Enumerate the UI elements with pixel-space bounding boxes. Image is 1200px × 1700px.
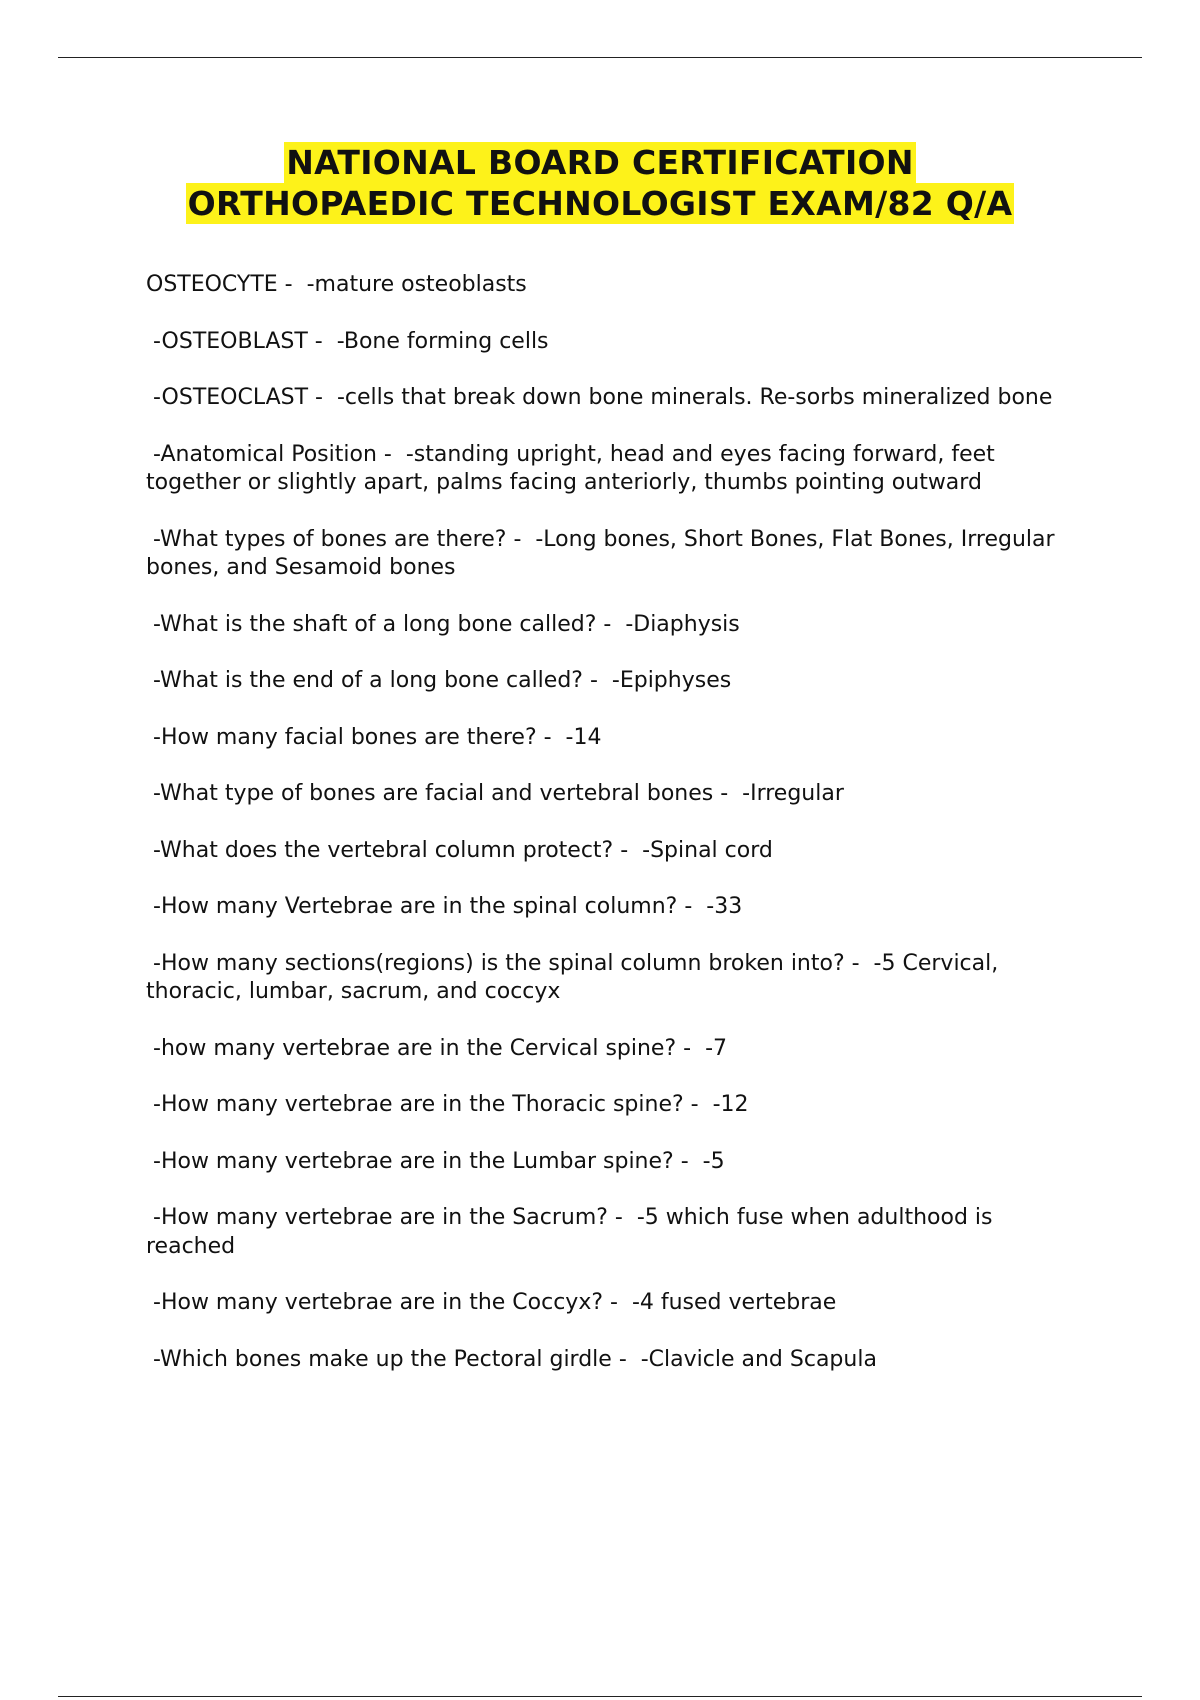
qa-item-pectoral-girdle: -Which bones make up the Pectoral girdle - -Clavicle and Scapula — [146, 1346, 877, 1372]
document-title — [0, 142, 1200, 224]
qa-item-lumbar-count: -How many vertebrae are in the Lumbar spine? - -5 — [146, 1148, 725, 1174]
qa-item-anatomical-position: -Anatomical Position - -standing upright, head and eyes facing forward, feet together or slightly apart, palms facing anteriorly, thumbs pointing outward — [146, 441, 1002, 495]
qa-item-spinal-sections: -How many sections(regions) is the spinal column broken into? - -5 Cervical, thoracic, lumbar, sacrum, and coccyx — [146, 950, 1006, 1004]
qa-item-facial-vertebral-type: -What type of bones are facial and vertebral bones - -Irregular — [146, 781, 844, 806]
qa-item-osteoblast: -OSTEOBLAST - -Bone forming cells — [146, 328, 549, 354]
qa-item-osteocyte: OSTEOCYTE - -mature osteoblasts — [146, 272, 527, 297]
title-line-1: NATIONAL BOARD CERTIFICATION — [286, 143, 914, 182]
qa-item-coccyx-count: -How many vertebrae are in the Coccyx? - -4 fused vertebrae — [146, 1290, 837, 1315]
qa-item-vertebral-column-protects: -What does the vertebral column protect? - -Spinal cord — [146, 837, 773, 863]
top-rule — [58, 57, 1142, 58]
qa-item-thoracic-count: -How many vertebrae are in the Thoracic spine? - -12 — [146, 1092, 749, 1117]
qa-item-osteoclast: -OSTEOCLAST - -cells that break down bone minerals. Re-sorbs mineralized bone — [146, 385, 1053, 410]
title-line-2: ORTHOPAEDIC TECHNOLOGIST EXAM/82 Q/A — [187, 184, 1013, 223]
qa-item-sacrum-count: -How many vertebrae are in the Sacrum? - -5 which fuse when adulthood is reached — [146, 1205, 1000, 1259]
qa-item-cervical-count: -how many vertebrae are in the Cervical spine? - -7 — [146, 1035, 727, 1061]
bottom-rule — [58, 1696, 1142, 1697]
qa-item-bone-types: -What types of bones are there? - -Long bones, Short Bones, Flat Bones, Irregular bones, and Sesamoid bones — [146, 526, 1062, 580]
qa-item-facial-bones-count: -How many facial bones are there? - -14 — [146, 724, 602, 750]
qa-item-long-bone-end: -What is the end of a long bone called? - -Epiphyses — [146, 668, 732, 693]
qa-item-spinal-vertebrae-count: -How many Vertebrae are in the spinal column? - -33 — [146, 894, 743, 919]
qa-item-long-bone-shaft: -What is the shaft of a long bone called? - -Diaphysis — [146, 611, 740, 637]
qa-list — [146, 271, 1086, 1402]
